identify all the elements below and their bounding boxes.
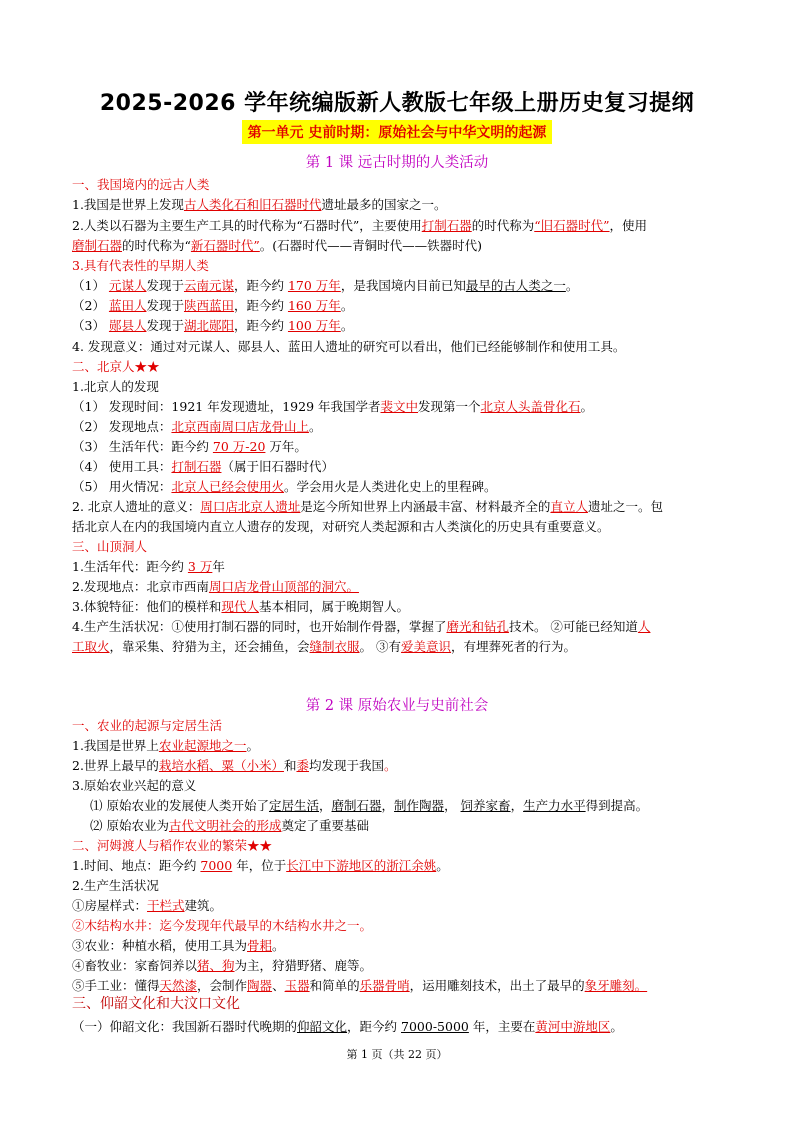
text-line: （2） 蓝田人发现于陕西蓝田，距今约 160 万年。: [72, 298, 354, 313]
text-line: ①房屋样式：干栏式建筑。: [72, 898, 223, 913]
text-line: （1） 发现时间：1921 年发现遗址，1929 年我国学者裴文中发现第一个北京人头盖骨化石。: [72, 399, 594, 414]
text-line: 磨制石器的时代称为“新石器时代”。(石器时代——青铜时代——铁器时代): [72, 238, 483, 253]
text-line: 1.生活年代：距今约 3 万年: [72, 559, 225, 574]
text-line: （4） 使用工具：打制石器（属于旧石器时代）: [72, 459, 334, 474]
text-line: ②木结构水井：迄今发现年代最早的木结构水井之一。: [72, 918, 373, 933]
text-line: 括北京人在内的我国境内直立人遗存的发现，对研究人类起源和古人类演化的历史具有重要意义。: [72, 519, 610, 534]
unit-heading-wrap: [0, 120, 794, 144]
text-line: ③农业：种植水稻，使用工具为骨耜。: [72, 938, 285, 953]
text-line: 2.人类以石器为主要生产工具的时代称为“石器时代”，主要使用打制石器的时代称为“旧石器时代”，使用: [72, 218, 648, 233]
text-line: ④畜牧业：家畜饲养以猪、狗为主，狩猎野猪、鹿等。: [72, 958, 373, 973]
text-line: （2） 发现地点：北京西南周口店龙骨山上。: [72, 419, 322, 434]
text-line: （3） 郧县人发现于湖北郧阳，距今约 100 万年。: [72, 318, 354, 333]
text-line: （1） 元谋人发现于云南元谋，距今约 170 万年，是我国境内目前已知最早的古人类之一。: [72, 278, 579, 293]
lesson-2-title: 第 2 课 原始农业与史前社会: [305, 698, 489, 714]
section-heading: 一、我国境内的远古人类: [72, 177, 210, 192]
text-line: 4. 发现意义：通过对元谋人、郧县人、蓝田人遗址的研究可以看出，他们已经能够制作和使用工具。: [72, 339, 626, 354]
text-line: 3.体貌特征：他们的模样和现代人基本相同，属于晚期智人。: [72, 599, 409, 614]
text-line: ⑴ 原始农业的发展使人类开始了定居生活，磨制石器，制作陶器， 饲养家畜，生产力水平得到提高。: [90, 798, 649, 813]
text-line: 2.世界上最早的栽培水稻、粟（小米）和黍均发现于我国。: [72, 758, 397, 773]
text-line: 2.生产生活状况: [72, 878, 159, 893]
subheading: 3.具有代表性的早期人类: [72, 258, 209, 273]
section-heading: 三、山顶洞人: [72, 539, 148, 554]
section-heading: 三、仰韶文化和大汶口文化: [72, 996, 240, 1012]
text-line: 3.原始农业兴起的意义: [72, 778, 197, 793]
section-heading: 一、农业的起源与定居生活: [72, 718, 223, 733]
section-heading: 二、河姆渡人与稻作农业的繁荣★★: [72, 838, 273, 853]
text-line: 1.时间、地点：距今约 7000 年，位于长江中下游地区的浙江余姚。: [72, 858, 449, 873]
text-line: ⑵ 原始农业为古代文明社会的形成奠定了重要基础: [90, 818, 370, 833]
section-heading: 二、北京人★★: [72, 359, 160, 374]
text-line: 1.北京人的发现: [72, 379, 159, 394]
text-line: （5） 用火情况：北京人已经会使用火。学会用火是人类进化史上的里程碑。: [72, 479, 497, 494]
text-line: 2.发现地点：北京市西南周口店龙骨山顶部的洞穴。: [72, 579, 359, 594]
text-line: （3） 生活年代：距今约 70 万-20 万年。: [72, 439, 307, 454]
page-footer: 第 1 页（共 22 页）: [346, 1048, 448, 1061]
unit-heading: 第一单元 史前时期：原始社会与中华文明的起源: [242, 120, 553, 144]
text-line: 1.我国是世界上农业起源地之一。: [72, 738, 259, 753]
text-line: 4.生产生活状况：①使用打制石器的同时，也开始制作骨器，掌握了磨光和钻孔技术。 ②可能已经知道人: [72, 619, 651, 634]
text-line: （一）仰韶文化：我国新石器时代晚期的仰韶文化，距今约 7000-5000 年，主要在黄河中游地区。: [72, 1019, 623, 1034]
text-line: 2. 北京人遗址的意义：周口店北京人遗址是迄今所知世界上内涵最丰富、材料最齐全的直立人遗址之一。包: [72, 499, 663, 514]
text-line: 工取火，靠采集、狩猎为主，还会捕鱼，会缝制衣服。 ③有爱美意识，有埋葬死者的行为。: [72, 639, 577, 654]
lesson-1-title: 第 1 课 远古时期的人类活动: [305, 155, 489, 171]
text-line: 1.我国是世界上发现古人类化石和旧石器时代遗址最多的国家之一。: [72, 197, 447, 212]
text-line: ⑤手工业：懂得天然漆，会制作陶器、玉器和简单的乐器骨哨，运用雕刻技术，出土了最早的象牙雕刻。: [72, 978, 648, 993]
document-title: 2025-2026 学年统编版新人教版七年级上册历史复习提纲: [99, 91, 695, 116]
